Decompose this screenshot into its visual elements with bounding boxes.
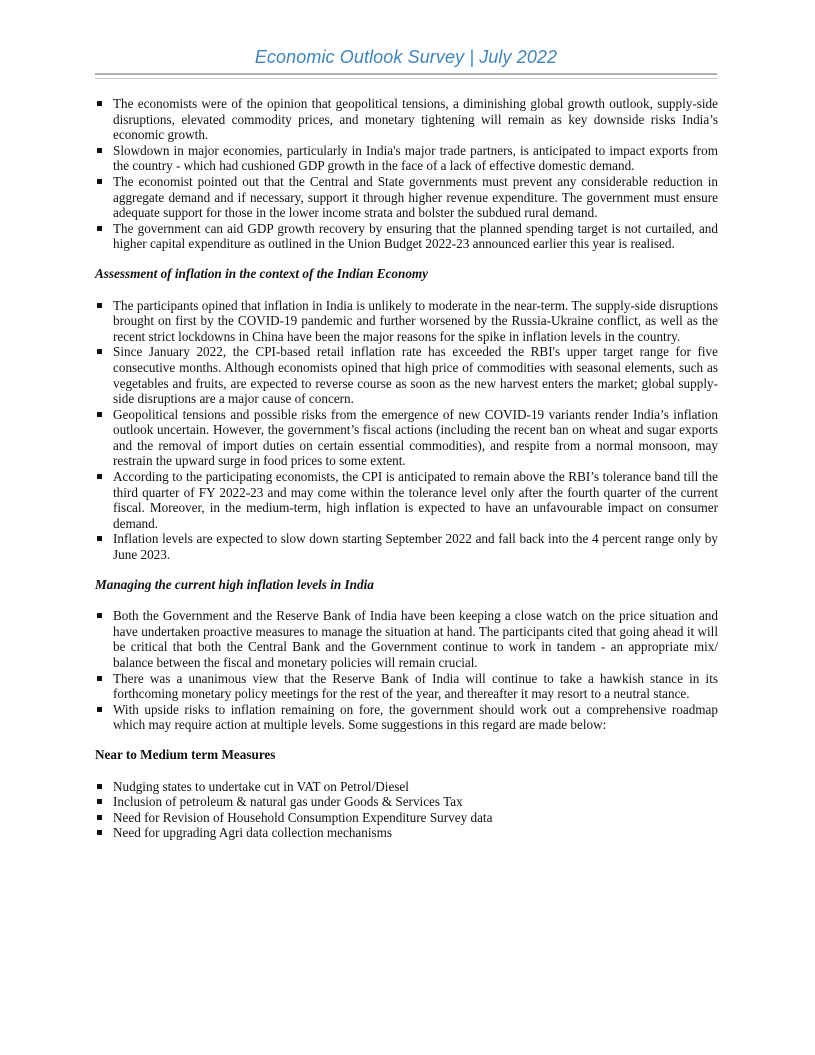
header-divider <box>95 73 717 79</box>
measures-list <box>95 779 718 841</box>
list-item: There was a unanimous view that the Reserve Bank of India will continue to take a hawkish stance in its forthcoming monetary policy meetings for the rest of the year, and thereafter it may resort to a neutral stance. <box>95 671 718 702</box>
list-item: With upside risks to inflation remaining on fore, the government should work out a comprehensive roadmap which may require action at multiple levels. Some suggestions in this regard are made below: <box>95 702 718 733</box>
list-item: According to the participating economists, the CPI is anticipated to remain above the RBI’s tolerance band till the third quarter of FY 2022-23 and may come within the tolerance level only after the fourth quarter of the current fiscal. Moreover, in the medium-term, high inflation is expected to have an unfavourable impact on consumer demand. <box>95 469 718 531</box>
list-item: Inflation levels are expected to slow down starting September 2022 and fall back into the 4 percent range only by June 2023. <box>95 531 718 562</box>
section-heading-measures: Near to Medium term Measures <box>95 746 276 762</box>
document-body <box>95 96 718 841</box>
outlook-bullet-list <box>95 96 718 252</box>
list-item: The government can aid GDP growth recovery by ensuring that the planned spending target is not curtailed, and higher capital expenditure as outlined in the Union Budget 2022-23 announced earlier this year is realised. <box>95 221 718 252</box>
list-item: The economist pointed out that the Central and State governments must prevent any considerable reduction in aggregate demand and if necessary, support it through higher revenue expenditure. The government must ensure adequate support for those in the lower income strata and bolster the subdued rural demand. <box>95 174 718 221</box>
list-item: Need for Revision of Household Consumption Expenditure Survey data <box>95 810 718 826</box>
list-item: Both the Government and the Reserve Bank of India have been keeping a close watch on the price situation and have undertaken proactive measures to manage the situation at hand. The participants cited that going ahead it will be critical that both the Central Bank and the Government continue to work in tandem - an appropriate mix/ balance between the fiscal and monetary policies will remain crucial. <box>95 608 718 670</box>
managing-inflation-list <box>95 608 718 733</box>
list-item: Since January 2022, the CPI-based retail inflation rate has exceeded the RBI's upper target range for five consecutive months. Although economists opined that high price of commodities with seasonal elements, such as vegetables and fruits, are expected to reverse course as soon as the new harvest enters the market; global supply-side disruptions are a major cause of concern. <box>95 344 718 406</box>
list-item: Slowdown in major economies, particularly in India's major trade partners, is anticipated to impact exports from the country - which had cushioned GDP growth in the face of a lack of effective domestic demand. <box>95 143 718 174</box>
list-item: Geopolitical tensions and possible risks from the emergence of new COVID-19 variants render India’s inflation outlook uncertain. However, the government’s fiscal actions (including the recent ban on wheat and sugar exports and the removal of import duties on certain essential commodities), and respite from a normal monsoon, may restrain the upward surge in food prices to some extent. <box>95 407 718 469</box>
section-heading-managing-inflation: Managing the current high inflation levels in India <box>95 576 374 592</box>
list-item: The economists were of the opinion that geopolitical tensions, a diminishing global growth outlook, supply-side disruptions, elevated commodity prices, and monetary tightening will remain as key downside risks India’s economic growth. <box>95 96 718 143</box>
document-title: Economic Outlook Survey | July 2022 <box>254 47 558 67</box>
list-item: Need for upgrading Agri data collection mechanisms <box>95 825 718 841</box>
list-item: Nudging states to undertake cut in VAT on Petrol/Diesel <box>95 779 718 795</box>
inflation-assessment-list <box>95 298 718 563</box>
list-item: The participants opined that inflation in India is unlikely to moderate in the near-term. The supply-side disruptions brought on first by the COVID-19 pandemic and further worsened by the Russia-Ukraine conflict, as well as the recent strict lockdowns in China have been the major reasons for the spike in inflation levels in the country. <box>95 298 718 345</box>
list-item: Inclusion of petroleum & natural gas under Goods & Services Tax <box>95 794 718 810</box>
section-heading-inflation-assessment: Assessment of inflation in the context of the Indian Economy <box>95 265 429 281</box>
page-header <box>95 47 717 79</box>
